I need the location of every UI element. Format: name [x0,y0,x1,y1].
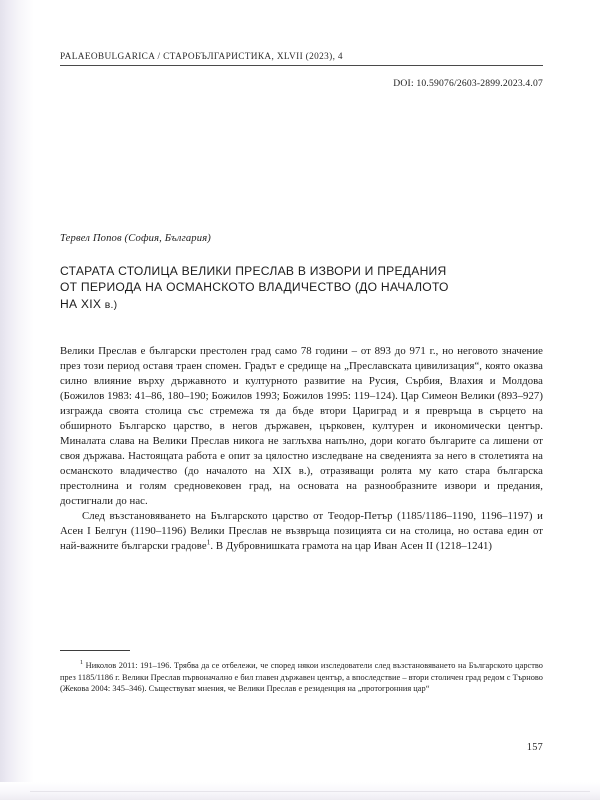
article-title-line-1: СТАРАТА СТОЛИЦА ВЕЛИКИ ПРЕСЛАВ В ИЗВОРИ И ПРЕДАНИЯ [60,264,447,278]
journal-running-head-text: PALAEOBULGARICA / СТАРОБЪЛГАРИСТИКА, XLVII (2023), 4 [60,52,343,62]
article-title-line-3: НА XIX [60,296,105,311]
footnote-entry [60,660,543,695]
footnote-body-text: Николов 2011: 191–196. Трябва да се отбележи, че според някои изследователи след възстановяването на Българското царство през 1185/1186 г. Велики Преслав първоначално е бил главен държавен център, а впоследствие – втори столичен град редом с Търново (Жекова 2004: 345–346). Съществуват мнения, че Велики Преслав е резиденция на „протогронния цар“ [60,661,543,694]
body-paragraph-2-text-before-footnote-ref: След възстановяването на Българското царство от Теодор-Петър (1185/1186–1190, 1196–1197) и Асен I Белгун (1190–1196) Велики Преслав не възвръща позицията си на столица, но остава един от най-важните български градове [60,510,543,552]
scan-shadow-left-edge [0,0,34,800]
footnote-number: 1 [80,659,84,667]
body-paragraph-2 [60,509,543,554]
footnote-reference-marker[interactable]: 1 [206,538,211,547]
footnote-separator-rule [60,650,130,651]
article-body [60,344,543,554]
author-affiliation-line: Тервел Попов (София, България) [60,233,211,244]
running-head [60,52,543,66]
body-paragraph-1: Велики Преслав е български престолен град само 78 години – от 893 до 971 г., но неговото значение през този период оставя траен спомен. Градът е средище на „Преславската цивилизация“, която оказва силно влияние върху държавното и културното развитие на Русия, Сърбия, Влахия и Молдова (Божилов 1983: 41–86, 180–190; Божилов 1993; Божилов 1995: 119–124). Цар Симеон Велики (893–927) изгражда своята столица със стремежа тя да бъде втори Цариград и я превръща в сърцето на обширното Българско царство, в негов държавен, църковен, културен и икономически център. Миналата слава на Велики Преслав никога не заглъхва напълно, дори когато българите са лишени от своя държава. Настоящата работа е опит за цялостно изследване на сведенията за него в столетията на османското владичество (до началото на XIX в.), отразяващи ролята му като стара българска престолнина и голям средновековен град, на основата на разнообразните извори и предания, достигнали до нас. [60,345,543,507]
page-number: 157 [526,742,543,753]
article-title-line-2: ОТ ПЕРИОДА НА ОСМАНСКОТО ВЛАДИЧЕСТВО (ДО НАЧАЛОТО [60,280,449,295]
body-paragraph-2-text-after-footnote-ref: . В Дубровнишката грамота на цар Иван Асен II (1218–1241) [210,540,493,552]
article-title [60,263,530,314]
page-content-column [60,0,543,800]
article-title-line-3-tail: в.) [104,299,118,311]
doi-line: DOI: 10.59076/2603-2899.2023.4.07 [393,78,543,89]
running-head-rule [60,65,543,66]
footnote-area [60,650,543,695]
